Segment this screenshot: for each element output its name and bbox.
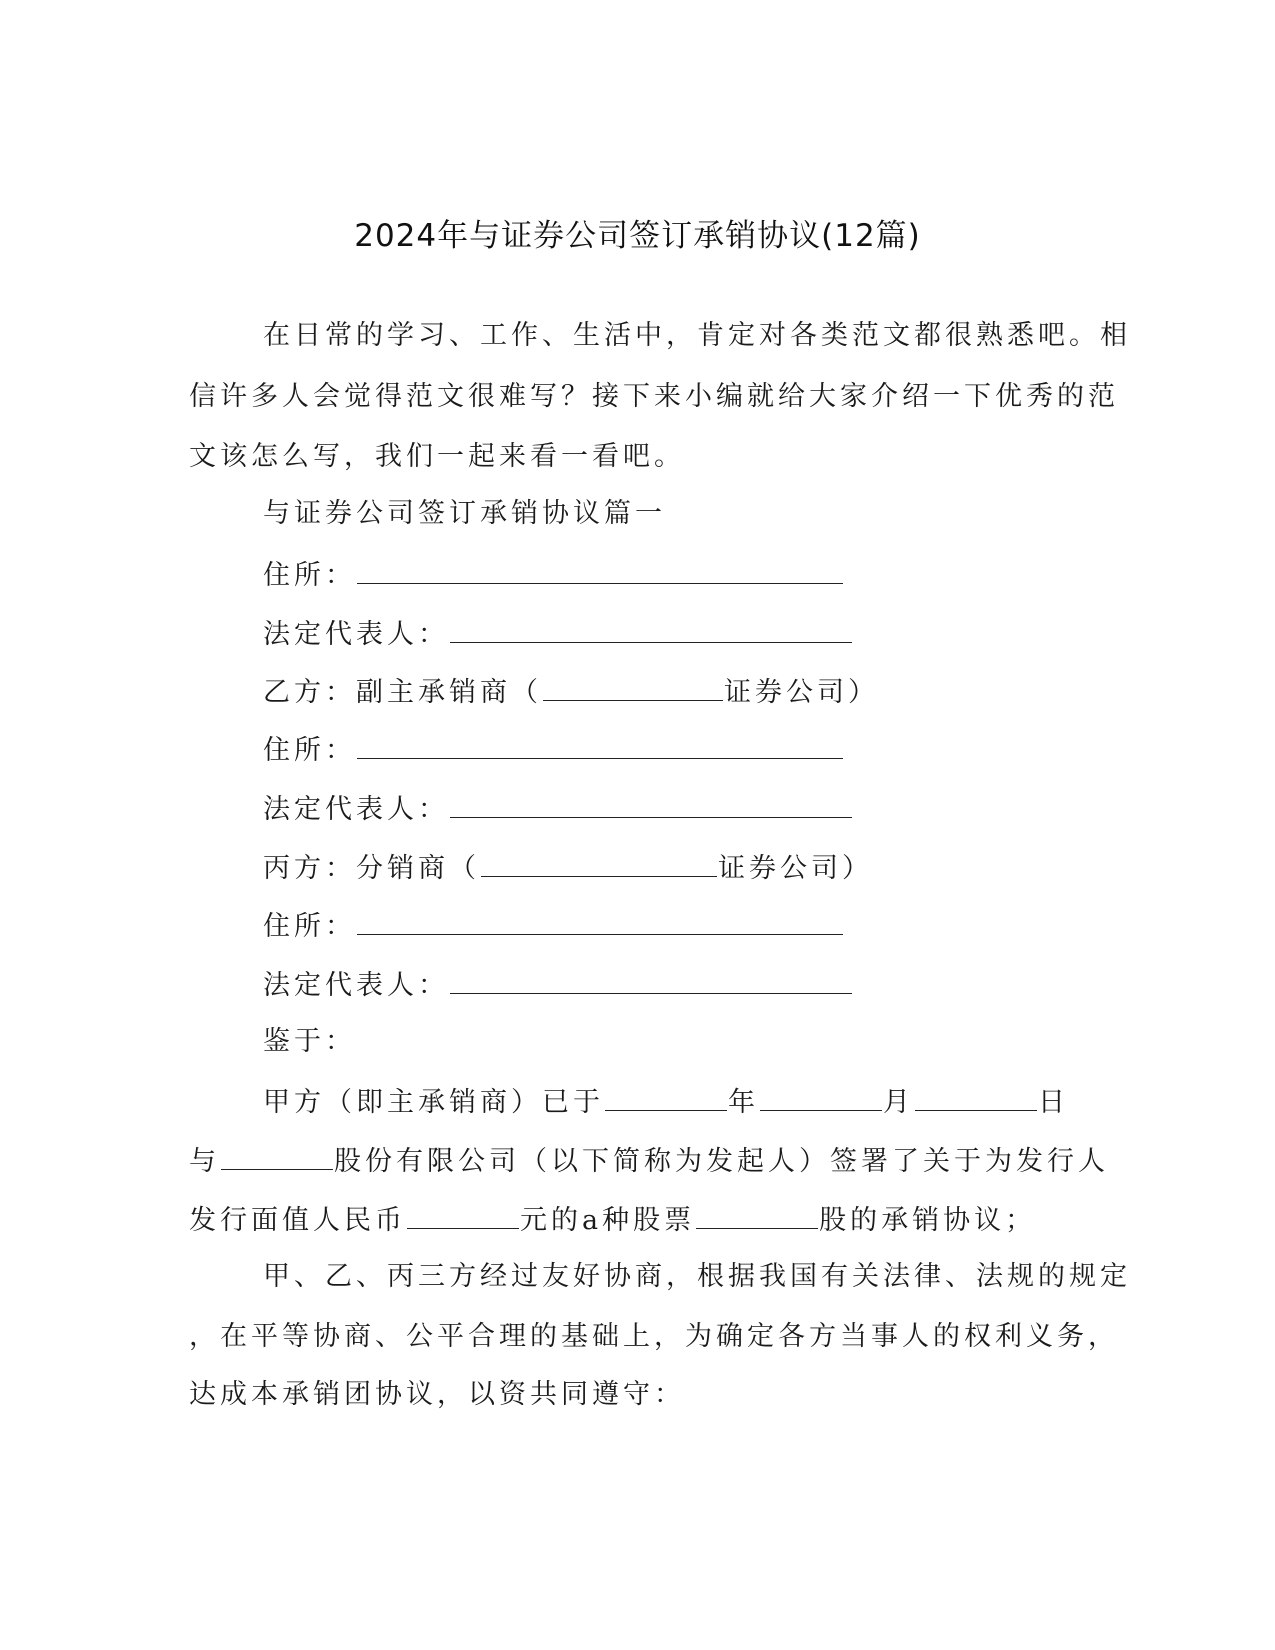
section-heading: 与证券公司签订承销协议篇一 [263,498,666,529]
par-value-blank [407,1198,519,1229]
party-c-row [263,846,873,889]
party-b-address-blank [357,728,843,759]
recital-text: 股的承销协议； [819,1205,1037,1236]
party-c-address-row [263,904,844,947]
year-label: 年 [728,1087,759,1118]
party-c-name-blank [481,846,717,877]
party-b-prefix: 乙方：副主承销商（ [263,677,542,708]
legal-rep-label: 法定代表人： [263,619,449,650]
party-c-address-blank [357,904,843,935]
recital-line-3 [189,1198,1036,1241]
month-label: 月 [883,1087,914,1118]
closing-line-2: ，在平等协商、公平合理的基础上，为确定各方当事人的权利义务， [189,1321,1119,1352]
recital-text: 发行面值人民币 [189,1205,406,1236]
party-b-legal-rep-blank [450,787,852,818]
party-a-address-blank [357,553,843,584]
date-month-blank [760,1080,882,1111]
address-label: 住所： [263,911,356,942]
party-c-legal-rep-row [263,963,853,1006]
recital-line-2 [189,1139,1109,1182]
legal-rep-label: 法定代表人： [263,970,449,1001]
party-a-address-row [263,553,844,596]
company-name-blank [221,1139,333,1170]
legal-rep-label: 法定代表人： [263,794,449,825]
day-label: 日 [1038,1087,1069,1118]
recital-text: 与 [189,1146,220,1177]
date-day-blank [915,1080,1037,1111]
party-b-row [263,670,879,713]
party-c-legal-rep-blank [450,963,852,994]
recital-line-1 [263,1080,1069,1123]
address-label: 住所： [263,560,356,591]
party-c-suffix: 证券公司） [718,853,873,884]
intro-line-1: 在日常的学习、工作、生活中，肯定对各类范文都很熟悉吧。相 [263,320,1131,351]
share-count-blank [696,1198,818,1229]
address-label: 住所： [263,735,356,766]
document-title: 2024年与证券公司签订承销协议(12篇) [354,218,921,254]
recital-text: 股份有限公司（以下简称为发起人）签署了关于为发行人 [334,1146,1109,1177]
closing-line-1: 甲、乙、丙三方经过友好协商，根据我国有关法律、法规的规定 [263,1261,1131,1292]
party-b-legal-rep-row [263,787,853,830]
whereas-label: 鉴于： [263,1026,356,1057]
party-b-suffix: 证券公司） [724,677,879,708]
closing-line-3: 达成本承销团协议，以资共同遵守： [189,1379,685,1410]
intro-line-2: 信许多人会觉得范文很难写？接下来小编就给大家介绍一下优秀的范 [189,381,1119,412]
party-b-name-blank [543,670,723,701]
recital-text: 元的a种股票 [520,1205,696,1236]
recital-text: 甲方（即主承销商）已于 [263,1087,604,1118]
date-year-blank [605,1080,727,1111]
party-a-legal-rep-blank [450,612,852,643]
party-b-address-row [263,728,844,771]
intro-line-3: 文该怎么写，我们一起来看一看吧。 [189,441,685,472]
party-c-prefix: 丙方：分销商（ [263,853,480,884]
party-a-legal-rep-row [263,612,853,655]
